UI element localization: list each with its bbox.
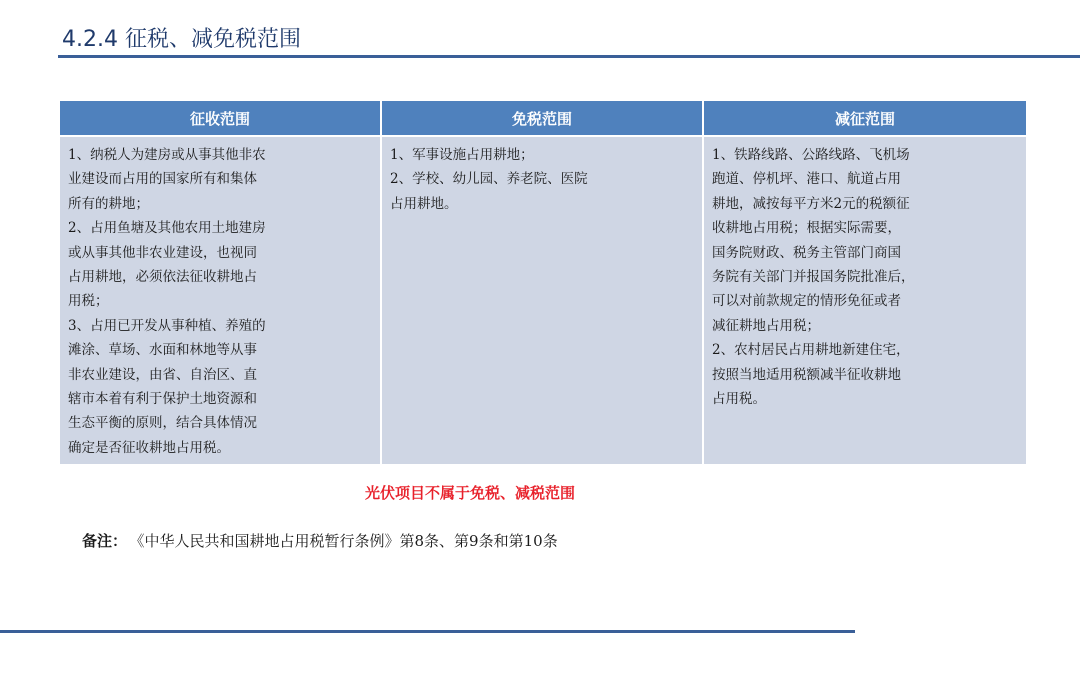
cell-line: 3、占用已开发从事种植、养殖的 — [68, 317, 266, 334]
tax-scope-table — [58, 99, 1028, 466]
pv-exclusion-note: 光伏项目不属于免税、减税范围 — [364, 484, 575, 502]
cell-line: 收耕地占用税；根据实际需要， — [712, 220, 901, 237]
header-reduced-scope: 减征范围 — [703, 100, 1027, 136]
remark — [82, 530, 558, 551]
reduced-scope-cell — [703, 136, 1027, 465]
cell-line: 滩涂、草场、水面和林地等从事 — [68, 342, 257, 359]
remark-text: 《中华人民共和国耕地占用税暂行条例》第8条、第9条和第10条 — [137, 532, 558, 550]
levy-scope-cell — [59, 136, 381, 465]
cell-line: 生态平衡的原则，结合具体情况 — [68, 415, 257, 432]
cell-line: 2、农村居民占用耕地新建住宅， — [712, 342, 910, 359]
exempt-scope-cell — [381, 136, 703, 465]
cell-line: 确定是否征收耕地占用税。 — [68, 439, 230, 456]
cell-line: 占用耕地。 — [390, 195, 458, 212]
cell-line: 务院有关部门并报国务院批准后， — [712, 269, 915, 286]
cell-line: 1、纳税人为建房或从事其他非农 — [68, 147, 266, 163]
title-divider — [58, 55, 1080, 58]
cell-line: 用税； — [68, 293, 109, 310]
cell-line: 或从事其他非农业建设，也视同 — [68, 244, 257, 261]
cell-line: 跑道、停机坪、港口、航道占用 — [712, 171, 901, 188]
cell-line: 1、铁路线路、公路线路、飞机场 — [712, 147, 910, 163]
cell-line: 1、军事设施占用耕地； — [390, 147, 534, 163]
table-header-row — [59, 100, 1027, 136]
cell-line: 耕地，减按每平方米2元的税额征 — [712, 195, 910, 212]
header-levy-scope: 征收范围 — [59, 100, 381, 136]
header-exempt-scope: 免税范围 — [381, 100, 703, 136]
cell-line: 辖市本着有利于保护土地资源和 — [68, 391, 257, 408]
cell-line: 非农业建设，由省、自治区、直 — [68, 366, 257, 383]
cell-line: 占用税。 — [712, 391, 766, 408]
cell-line: 可以对前款规定的情形免征或者 — [712, 293, 901, 310]
table-row — [59, 136, 1027, 465]
page-title: 4.2.4 征税、减免税范围 — [62, 27, 301, 52]
cell-line: 所有的耕地； — [68, 195, 149, 212]
cell-line: 按照当地适用税额减半征收耕地 — [712, 366, 901, 383]
cell-line: 国务院财政、税务主管部门商国 — [712, 244, 901, 261]
cell-line: 业建设而占用的国家所有和集体 — [68, 171, 257, 188]
cell-line: 占用耕地，必须依法征收耕地占 — [68, 269, 257, 286]
cell-line: 减征耕地占用税； — [712, 317, 820, 334]
remark-label: 备注： — [82, 532, 128, 550]
footer-divider — [0, 630, 855, 633]
cell-line: 2、学校、幼儿园、养老院、医院 — [390, 171, 588, 188]
cell-line: 2、占用鱼塘及其他农用土地建房 — [68, 220, 266, 237]
